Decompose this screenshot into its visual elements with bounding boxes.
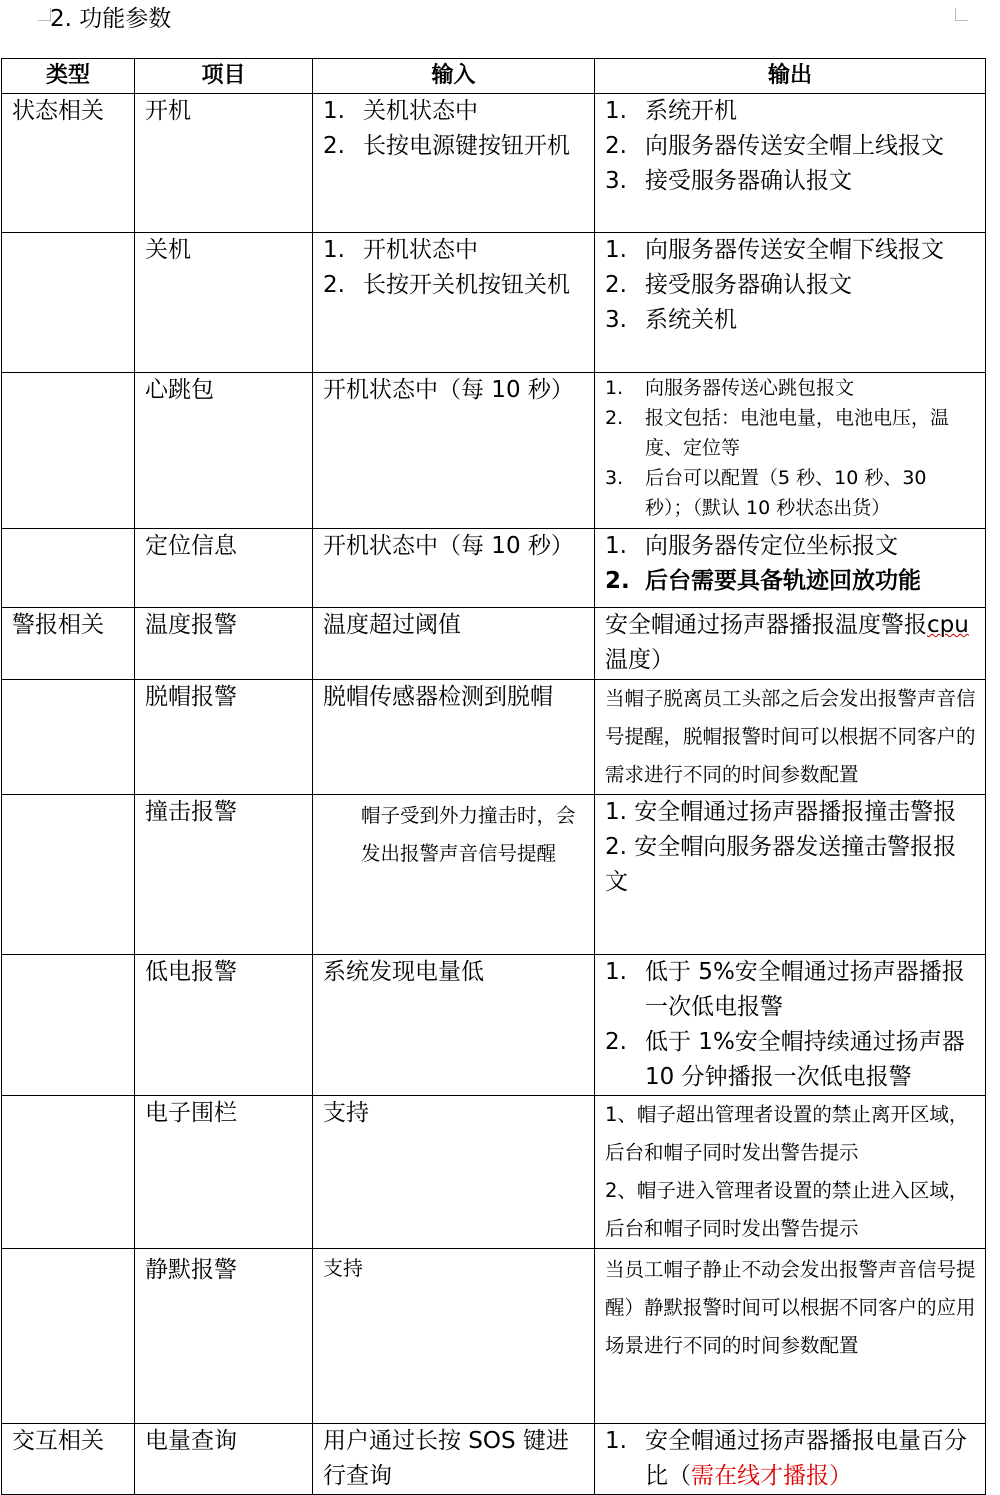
list-item: 3. 系统关机 xyxy=(605,307,737,333)
row-output xyxy=(595,233,985,338)
row-output: 当帽子脱离员工头部之后会发出报警声音信号提醒，脱帽报警时间可以根据不同客户的需求进行不同的时间参数配置 xyxy=(605,687,976,786)
row-output xyxy=(595,1424,985,1494)
header-output: 输出 xyxy=(595,59,986,94)
row-output xyxy=(595,1096,985,1248)
row-item: 脱帽报警 xyxy=(145,684,237,710)
row-input: 用户通过长按 SOS 键进行查询 xyxy=(323,1428,569,1489)
section-title: 2. 功能参数 xyxy=(50,6,172,32)
row-input: 开机状态中（每 10 秒） xyxy=(323,533,574,559)
row-item: 静默报警 xyxy=(145,1257,237,1283)
row-input: 支持 xyxy=(323,1256,363,1280)
list-item: 1. 系统开机 xyxy=(605,98,737,124)
row-output xyxy=(595,373,985,523)
row-input: 脱帽传感器检测到脱帽 xyxy=(323,684,553,710)
row-item: 撞击报警 xyxy=(145,799,237,825)
table-row xyxy=(2,233,986,373)
list-item: 1. 安全帽通过扬声器播报撞击警报 xyxy=(605,799,957,825)
table-row xyxy=(2,1096,986,1249)
row-output xyxy=(595,795,985,900)
row-input xyxy=(313,94,594,164)
row-type: 警报相关 xyxy=(12,612,104,638)
row-output: 当员工帽子静止不动会发出报警声音信号提醒）静默报警时间可以根据不同客户的应用场景进行不同的时间参数配置 xyxy=(605,1258,976,1357)
page-margin-corner-right xyxy=(955,8,968,21)
header-type: 类型 xyxy=(2,59,135,94)
online-note: 需在线才播报 xyxy=(691,1463,829,1489)
row-item: 温度报警 xyxy=(145,612,237,638)
row-output xyxy=(595,94,985,199)
table-row xyxy=(2,1249,986,1424)
function-parameters-table xyxy=(1,58,986,1495)
list-item: 1. 向服务器传送心跳包报文 xyxy=(605,377,855,399)
row-item: 低电报警 xyxy=(145,959,237,985)
header-input: 输入 xyxy=(313,59,595,94)
row-output: 安全帽通过扬声器播报温度警报cpu 温度） xyxy=(605,612,969,673)
row-item: 心跳包 xyxy=(145,377,214,403)
list-item: 3. 后台可以配置（5 秒、10 秒、30 秒）；（默认 10 秒状态出货） xyxy=(605,467,927,519)
table-row xyxy=(2,529,986,608)
row-item: 电量查询 xyxy=(145,1428,237,1454)
table-row xyxy=(2,795,986,955)
list-item: 3. 接受服务器确认报文 xyxy=(605,168,852,194)
table-row xyxy=(2,680,986,795)
row-input: 帽子受到外力撞击时，会发出报警声音信号提醒 xyxy=(361,804,576,865)
table-row xyxy=(2,608,986,680)
header-item: 项目 xyxy=(135,59,313,94)
row-type: 交互相关 xyxy=(12,1428,104,1454)
row-item: 开机 xyxy=(145,98,191,124)
row-output xyxy=(595,529,985,599)
table-header-row xyxy=(2,59,986,94)
list-item: 2. 向服务器传送安全帽上线报文 xyxy=(605,133,944,159)
list-item: 2. 长按开关机按钮关机 xyxy=(323,272,570,298)
row-item: 定位信息 xyxy=(145,533,237,559)
list-item: 2. 长按电源键按钮开机 xyxy=(323,133,570,159)
list-item: 1. 向服务器传定位坐标报文 xyxy=(605,533,898,559)
row-input: 系统发现电量低 xyxy=(323,959,484,985)
table-row xyxy=(2,1424,986,1495)
row-output xyxy=(595,955,985,1095)
list-item: 2. 安全帽向服务器发送撞击警报报文 xyxy=(605,834,957,895)
list-item: 2. 低于 1%安全帽持续通过扬声器 10 分钟播报一次低电报警 xyxy=(605,1029,965,1090)
list-item: 1、帽子超出管理者设置的禁止离开区域，后台和帽子同时发出警告提示 xyxy=(605,1103,969,1164)
list-item: 1. 开机状态中 xyxy=(323,237,478,263)
list-item: 1. 安全帽通过扬声器播报电量百分比（需在线才播报） xyxy=(605,1428,967,1489)
list-item: 2、帽子进入管理者设置的禁止进入区域，后台和帽子同时发出警告提示 xyxy=(605,1179,969,1240)
list-item: 2. 接受服务器确认报文 xyxy=(605,272,852,298)
table-row xyxy=(2,955,986,1096)
list-item: 2. 后台需要具备轨迹回放功能 xyxy=(605,568,921,594)
list-item: 1. 向服务器传送安全帽下线报文 xyxy=(605,237,944,263)
list-item: 2. 报文包括：电池电量，电池电压，温度、定位等 xyxy=(605,407,950,459)
row-input: 开机状态中（每 10 秒） xyxy=(323,377,574,403)
row-item: 电子围栏 xyxy=(145,1100,237,1126)
row-item: 关机 xyxy=(145,237,191,263)
row-type: 状态相关 xyxy=(12,98,104,124)
table-row xyxy=(2,94,986,233)
row-input: 支持 xyxy=(323,1100,369,1126)
table-row xyxy=(2,373,986,529)
list-item: 1. 关机状态中 xyxy=(323,98,478,124)
list-item: 1. 低于 5%安全帽通过扬声器播报一次低电报警 xyxy=(605,959,965,1020)
row-input: 温度超过阈值 xyxy=(323,612,461,638)
row-input xyxy=(313,233,594,303)
